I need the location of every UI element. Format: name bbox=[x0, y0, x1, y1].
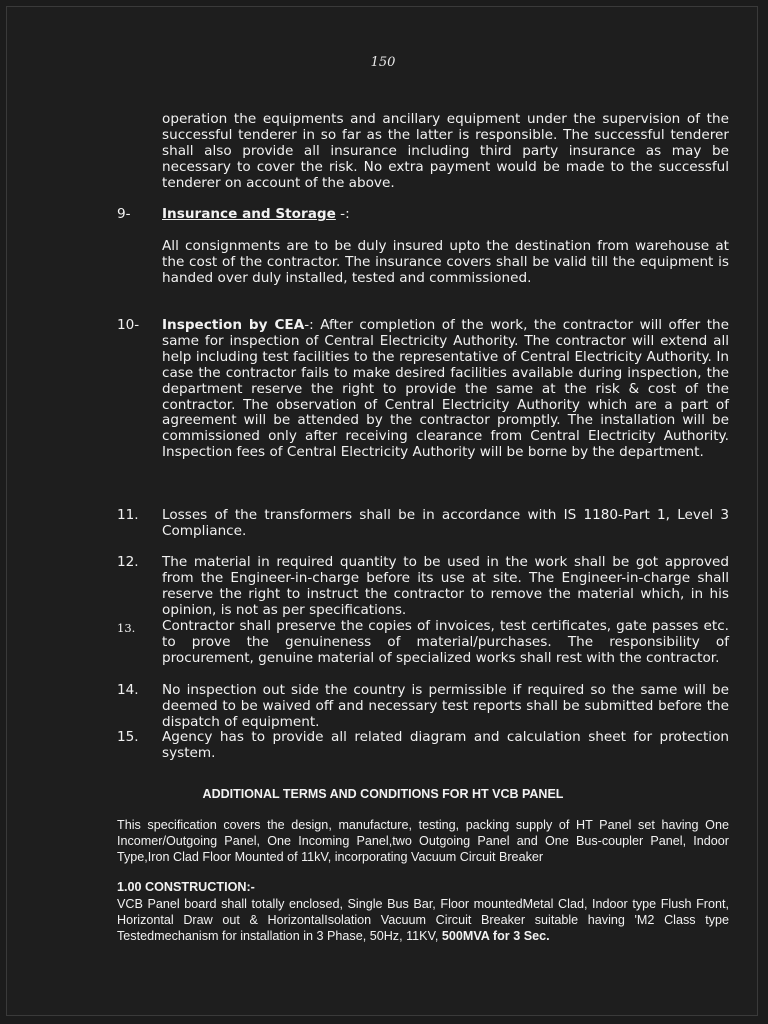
construction-rating: 500MVA for 3 Sec. bbox=[441, 929, 550, 943]
item-13-text: Contractor shall preserve the copies of invoices, test certificates, gate passes etc. to prove the genuineness of material/purchases. The responsibility of procurement, genuine material of specialized works shall rest with the contractor. bbox=[162, 618, 729, 666]
intro-paragraph: operation the equipments and ancillary equipment under the supervision of the successful tenderer in so far as the latter is responsible. The successful tenderer shall also provide all insurance including third party insurance as may be necessary to cover the risk. No extra payment would be made to the successful tenderer on account of the above. bbox=[162, 111, 729, 191]
item-15-text: Agency has to provide all related diagram and calculation sheet for protection system. bbox=[162, 729, 729, 761]
item-12-text: The material in required quantity to be used in the work shall be got approved from the Engineer-in-charge before its use at site. The Engineer-in-charge shall reserve the right to instruct the contractor to remove the material which, in his opinion, is not as per specifications. bbox=[162, 554, 729, 618]
document-page bbox=[6, 6, 758, 1016]
item-9-number: 9- bbox=[117, 206, 131, 222]
item-14-text: No inspection out side the country is permissible if required so the same will be deemed to be waived off and necessary test reports shall be submitted before the dispatch of equipment. bbox=[162, 682, 729, 730]
item-13-number: 13. bbox=[117, 621, 136, 635]
specification-paragraph: This specification covers the design, manufacture, testing, packing supply of HT Panel set having One Incomer/Outgoing Panel, One Incoming Panel,two Outgoing Panel and One Bus-coupler Panel, Indoor Type,Iron Clad Floor Mounted of 11kV, incorporating Vacuum Circuit Breaker bbox=[117, 818, 729, 864]
construction-text bbox=[117, 896, 729, 944]
item-11-number: 11. bbox=[117, 507, 139, 523]
item-14-number: 14. bbox=[117, 682, 139, 698]
item-12-number: 12. bbox=[117, 554, 139, 570]
item-10-title-suffix: -: bbox=[304, 317, 314, 333]
item-9-title-suffix: -: bbox=[335, 206, 350, 222]
item-10-body: After completion of the work, the contractor will offer the same for inspection of Central Electricity Authority. The contractor will extend all help including test facilities to the representative of Central Electricity Authority. In case the contractor fails to make desired facilities available during inspection, the department reserve the right to provide the same at the risk & cost of the contractor. The observation of Central Electricity Authority which are a part of agreement will be attended by the contractor promptly. The installation will be commissioned only after receiving clearance from Central Electricity Authority. Inspection fees of Central Electricity Authority will be borne by the department. bbox=[162, 317, 729, 461]
construction-heading: 1.00 CONSTRUCTION:- bbox=[117, 880, 255, 894]
additional-terms-heading: ADDITIONAL TERMS AND CONDITIONS FOR HT VCB PANEL bbox=[202, 787, 564, 801]
item-9-heading bbox=[162, 207, 729, 223]
item-15-number: 15. bbox=[117, 729, 139, 745]
construction-body: VCB Panel board shall totally enclosed, Single Bus Bar, Floor mountedMetal Clad, Indoor type Flush Front, Horizontal Draw out & HorizontalIsolation Vacuum Circuit Breaker suitable having 'M2 Class type Testedmechanism for installation in 3 Phase, 50Hz, 11KV, bbox=[117, 897, 729, 943]
item-11-text: Losses of the transformers shall be in accordance with IS 1180-Part 1, Level 3 Compliance. bbox=[162, 507, 729, 539]
item-10-number: 10- bbox=[117, 317, 140, 333]
page-number: 150 bbox=[370, 55, 396, 70]
item-10-title: Inspection by CEA bbox=[162, 317, 305, 333]
item-10-text bbox=[162, 318, 729, 461]
item-9-text: All consignments are to be duly insured upto the destination from warehouse at the cost of the contractor. The insurance covers shall be valid till the equipment is handed over duly installed, tested and commissioned. bbox=[162, 238, 729, 286]
item-9-title: Insurance and Storage bbox=[162, 206, 336, 222]
